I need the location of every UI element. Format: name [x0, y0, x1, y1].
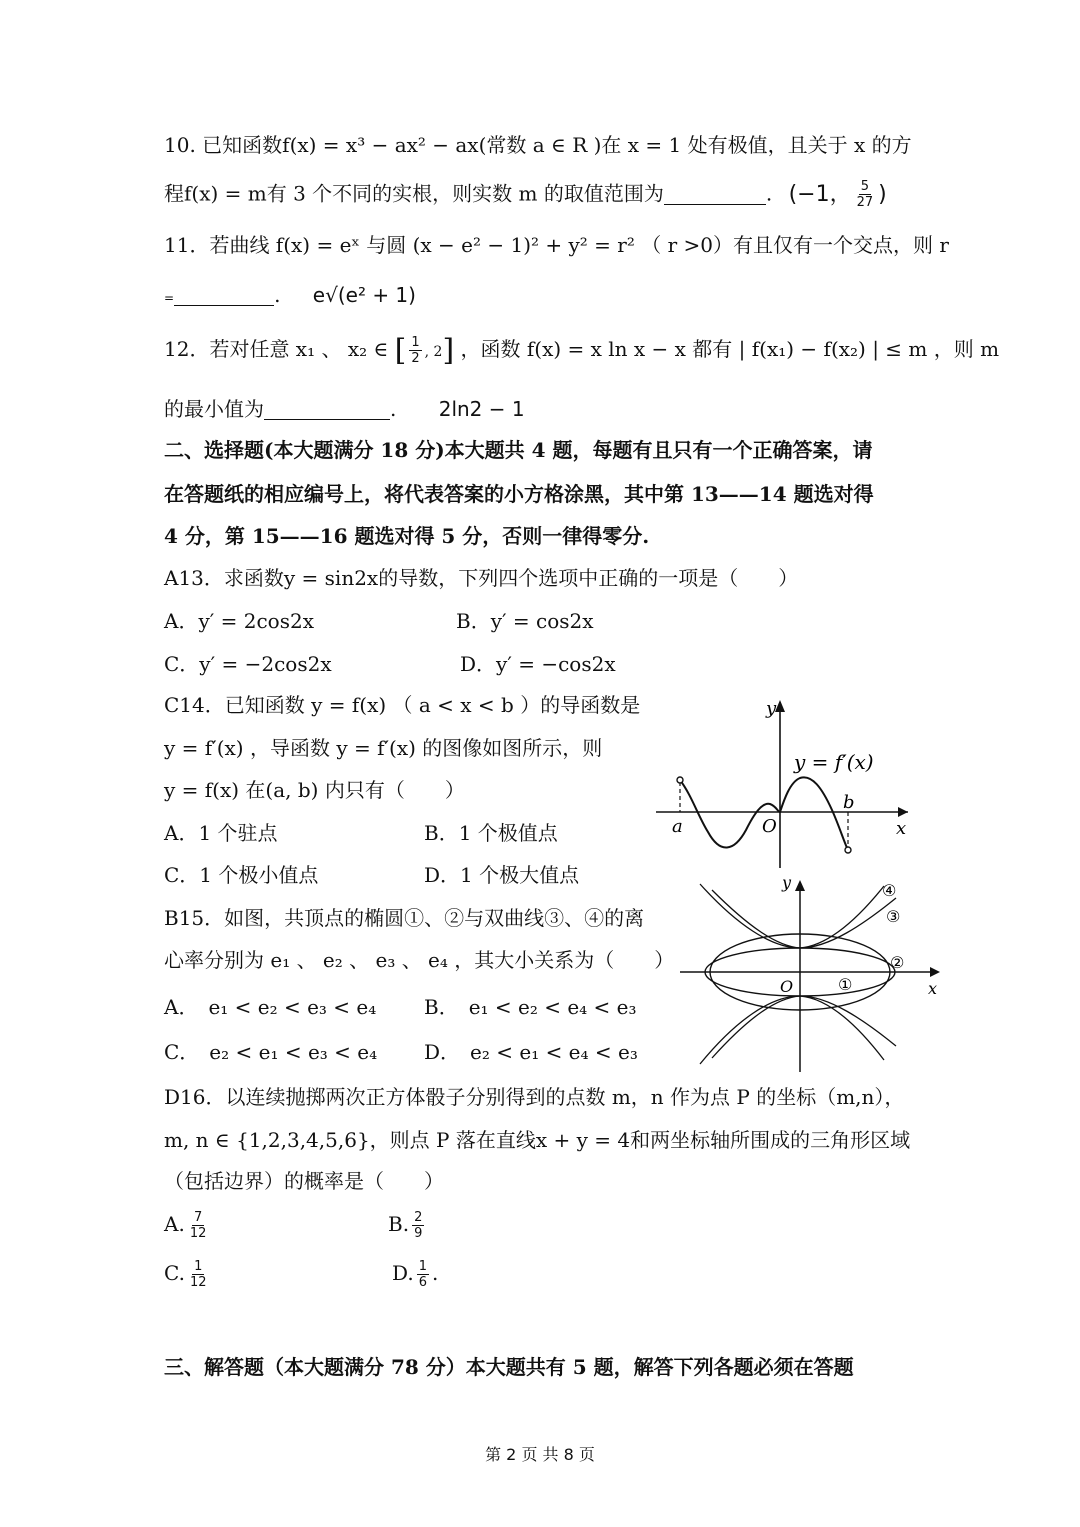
hyperbola-3-lower [700, 996, 896, 1064]
q16-option-d-den: 6 [418, 1275, 427, 1290]
x-axis-arrow [898, 807, 908, 817]
q16-option-a-den: 12 [189, 1226, 207, 1241]
conic-sections-figure [676, 874, 946, 1074]
section2-line3: 4 分，第 15——16 题选对得 5 分，否则一律得零分. [164, 524, 650, 548]
q16-option-a [164, 1210, 211, 1241]
open-endpoint-b [845, 847, 851, 853]
q16-option-c-num: 1 [194, 1259, 203, 1274]
q16-option-c-label: C. [164, 1261, 185, 1285]
q14-line1: C14．已知函数 y = f(x) （ a < x < b ）的导函数是 [164, 693, 641, 717]
q10-line1: 10. 已知函数f(x) = x³ − ax² − ax(常数 a ∈ R )在 x = 1 处有极值，且关于 x 的方 [164, 133, 912, 157]
q15-option-c: C． e₂ < e₁ < e₃ < e₄ [164, 1040, 378, 1064]
q16-option-b [388, 1210, 427, 1241]
q15-option-a: A． e₁ < e₂ < e₃ < e₄ [164, 995, 377, 1019]
q16-option-a-label: A. [164, 1212, 185, 1236]
q11-answer: e√(e² + 1) [312, 283, 416, 307]
q16-line1: D16．以连续抛掷两次正方体骰子分别得到的点数 m，n 作为点 P 的坐标（m,n）， [164, 1085, 905, 1109]
point-a-label: a [672, 816, 683, 837]
q16-line3: （包括边界）的概率是（ ） [164, 1169, 444, 1193]
page-footer: 第 2 页 共 8 页 [485, 1445, 595, 1464]
q15-option-d: D． e₂ < e₁ < e₄ < e₃ [424, 1040, 638, 1064]
hyperbola-4-lower [712, 996, 884, 1060]
q16-line2: m, n ∈ {1,2,3,4,5,6}，则点 P 落在直线x + y = 4和两坐标轴所围成的三角形区域 [164, 1128, 911, 1152]
q12-line2: 的最小值为 . 2ln2 − 1 [164, 397, 525, 421]
derivative-curve [680, 777, 848, 850]
point-b-label: b [843, 792, 855, 813]
q12-line1 [164, 335, 999, 366]
q14-option-c: C．1 个极小值点 [164, 863, 319, 887]
section3-line1: 三、解答题（本大题满分 78 分）本大题共有 5 题，解答下列各题必须在答题 [164, 1355, 854, 1379]
q14-option-b: B．1 个极值点 [424, 821, 558, 845]
y-axis-arrow [775, 700, 785, 712]
q11-line2-text: = [164, 291, 175, 305]
q10-line2: 程f(x) = m有 3 个不同的实根，则实数 m 的取值范围为 . (−1， $\frac{5}{27}$ ) [164, 179, 887, 210]
q16-option-d-label: D. [392, 1261, 414, 1285]
q16-option-b-den: 9 [414, 1226, 423, 1241]
answer-blank [174, 285, 274, 306]
q12-interval-num: 1 [411, 335, 420, 350]
q10-answer-open: (−1， [788, 181, 852, 207]
q10-line2-text: 程f(x) = m有 3 个不同的实根，则实数 m 的取值范围为 [164, 181, 664, 206]
section2-line1: 二、选择题(本大题满分 18 分)本大题共 4 题，每题有且只有一个正确答案，请 [164, 438, 873, 462]
q16-option-a-num: 7 [193, 1210, 203, 1225]
q13-option-d: D．y′ = −cos2x [460, 652, 616, 676]
q15-option-b: B． e₁ < e₂ < e₄ < e₃ [424, 995, 637, 1019]
q13-option-c: C．y′ = −2cos2x [164, 652, 332, 676]
q14-option-a: A．1 个驻点 [164, 821, 278, 845]
q16-option-b-label: B. [388, 1212, 410, 1236]
q11-line2: = . e√(e² + 1) [164, 283, 416, 307]
q12-line1-pre: 12．若对任意 x₁ 、 x₂ ∈ [164, 337, 389, 361]
label-hyperbola-3: ③ [886, 907, 901, 926]
q10-answer-close: ) [878, 181, 887, 207]
q12-interval-den: 2 [411, 351, 420, 366]
label-ellipse-1: ① [838, 975, 853, 994]
q16-option-c-den: 12 [189, 1275, 207, 1290]
q12-line1-post: ，函数 f(x) = x ln x − x 都有 | f(x₁) − f(x₂) | ≤ m ，则 m [460, 337, 1000, 361]
origin-label: O [762, 816, 777, 837]
axis-label-x: x [896, 818, 907, 839]
axis-label-y: y [782, 874, 792, 892]
q15-line1: B15．如图，共顶点的椭圆①、②与双曲线③、④的离 [164, 906, 645, 930]
q13-option-b: B．y′ = cos2x [456, 609, 594, 633]
q11-line1: 11．若曲线 f(x) = eˣ 与圆 (x − e² − 1)² + y² = r² （ r >0）有且仅有一个交点，则 r [164, 233, 949, 257]
axis-label-y: y [766, 698, 777, 719]
q16-option-d [392, 1259, 438, 1290]
section2-line2: 在答题纸的相应编号上，将代表答案的小方格涂黑，其中第 13——14 题选对得 [164, 482, 874, 506]
q10-answer-num: 5 [860, 179, 869, 194]
curve-label: y = f′(x) [794, 750, 874, 774]
label-hyperbola-4: ④ [882, 881, 897, 900]
y-axis-arrow [795, 880, 805, 891]
hyperbola-4-upper [712, 886, 884, 948]
q16-option-c [164, 1259, 212, 1290]
answer-blank [264, 399, 390, 420]
q13-stem: A13．求函数y = sin2x的导数，下列四个选项中正确的一项是（ ） [164, 566, 799, 590]
q14-line3: y = f(x) 在(a, b) 内只有（ ） [164, 778, 465, 802]
answer-blank [664, 184, 766, 205]
axis-label-x: x [928, 979, 938, 998]
q15-line2: 心率分别为 e₁ 、 e₂ 、 e₃ 、 e₄ ，其大小关系为（ ） [164, 948, 675, 972]
q14-line2: y = f′(x) ，导函数 y = f′(x) 的图像如图所示，则 [164, 736, 603, 760]
left-bracket: [ [394, 333, 407, 368]
open-endpoint-a [677, 777, 683, 783]
q12-line2-text: 的最小值为 [164, 397, 264, 421]
q10-answer [788, 179, 887, 210]
q12-answer: 2ln2 − 1 [438, 397, 525, 421]
hyperbola-3-upper [700, 884, 896, 948]
q16-option-d-tail: . [431, 1261, 439, 1285]
q10-answer-den: 27 [856, 195, 874, 210]
q16-option-d-num: 1 [418, 1259, 427, 1274]
origin-label: O [780, 977, 794, 996]
x-axis-arrow [930, 967, 940, 977]
q13-option-a: A．y′ = 2cos2x [164, 609, 314, 633]
derivative-graph-figure [650, 692, 920, 872]
q12-interval-tail: , 2 [424, 344, 443, 360]
label-ellipse-2: ② [890, 953, 905, 972]
q14-option-d: D．1 个极大值点 [424, 863, 580, 887]
q16-option-b-num: 2 [414, 1210, 423, 1225]
right-bracket: ] [442, 333, 455, 368]
